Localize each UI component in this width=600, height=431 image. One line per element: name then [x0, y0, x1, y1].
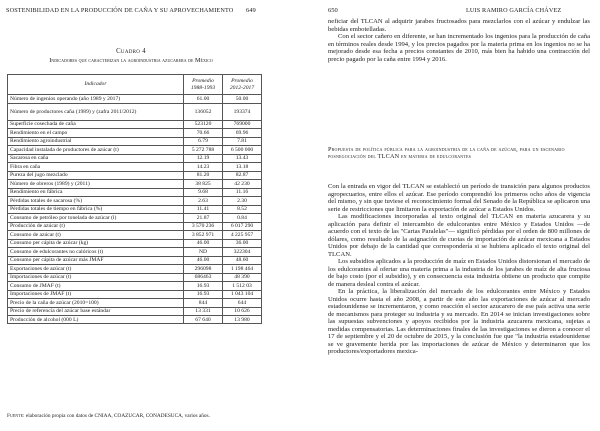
value-2012-2017-cell: 13 980 — [223, 316, 262, 324]
table-body — [8, 95, 262, 324]
value-1988-1993-cell: 12.19 — [184, 154, 223, 162]
table-row — [8, 163, 262, 171]
left-page-number: 649 — [246, 7, 256, 14]
indicator-cell: Rendimiento en fábrica — [8, 188, 184, 196]
value-2012-2017-cell: 6 500 000 — [223, 146, 262, 154]
indicator-cell: Producción de azúcar (t) — [8, 222, 184, 230]
table-title — [0, 48, 262, 65]
value-2012-2017-cell: 11.16 — [223, 188, 262, 196]
paragraph: Con la entrada en vigor del TLCAN se estableció un período de transición para algunos productos agropecuarios, entre ellos el azúcar. Ese período comprendió los primeros ocho años de vigencia del mismo, y sin que tuviese el reconocimiento formal del Senado de la República se aplicaron una serie de restricciones que limitaron la exportación de azúcar a Estados Unidos. — [328, 183, 590, 213]
value-1988-1993-cell: 9.68 — [184, 188, 223, 196]
left-running-head: SOSTENIBILIDAD EN LA PRODUCCIÓN DE CAÑA Y SU APROVECHAMIENTO — [6, 7, 234, 14]
table-row — [8, 290, 262, 298]
value-2012-2017-cell: 13.18 — [223, 163, 262, 171]
paragraph: neficiar del TLCAN al adquirir jarabes fructosados para mezclarlos con el azúcar y endulzar las bebidas embotelladas. — [328, 18, 590, 33]
table-row — [8, 299, 262, 307]
indicator-cell: Consumo de edulcorantes no calóricos (t) — [8, 248, 184, 256]
table-row — [8, 256, 262, 264]
table-row — [8, 231, 262, 239]
value-1988-1993-cell: 67 640 — [184, 316, 223, 324]
table-number: Cuadro 4 — [116, 48, 146, 55]
table-row — [8, 146, 262, 154]
value-1988-1993-cell: 2.63 — [184, 197, 223, 205]
table-header-row — [8, 75, 262, 95]
table-row — [8, 307, 262, 315]
top-text — [328, 18, 590, 63]
table-row — [8, 248, 262, 256]
value-1988-1993-cell: 296098 — [184, 265, 223, 273]
value-2012-2017-cell: 48 390 — [223, 273, 262, 281]
indicator-cell: Consumo per cápita de azúcar más JMAF — [8, 256, 184, 264]
table-row — [8, 316, 262, 324]
indicator-cell: Importaciones de JMAF (t) — [8, 290, 184, 298]
value-1988-1993-cell: 11.41 — [184, 205, 223, 213]
indicator-cell: Consumo per cápita de azúcar (kg) — [8, 239, 184, 247]
right-running-head: LUIS RAMIRO GARCÍA CHÁVEZ — [466, 7, 562, 14]
indicator-cell: Importaciones de azúcar (t) — [8, 273, 184, 281]
value-2012-2017-cell: 193374 — [223, 103, 262, 120]
value-2012-2017-cell: 322304 — [223, 248, 262, 256]
right-page — [300, 0, 600, 431]
indicator-cell: Producción de alcohol (000 L) — [8, 316, 184, 324]
value-2012-2017-cell: 69.96 — [223, 129, 262, 137]
value-1988-1993-cell: 6.79 — [184, 137, 223, 145]
value-1988-1993-cell: 686463 — [184, 273, 223, 281]
indicator-cell: Sacarosa en caña — [8, 154, 184, 162]
table-row — [8, 282, 262, 290]
value-2012-2017-cell: 6 017 290 — [223, 222, 262, 230]
table-row — [8, 265, 262, 273]
value-2012-2017-cell: 42 230 — [223, 180, 262, 188]
indicator-cell: Exportaciones de azúcar (t) — [8, 265, 184, 273]
indicator-cell: Pérdidas totales de tiempo en fábrica (%) — [8, 205, 184, 213]
value-1988-1993-cell: 46.00 — [184, 256, 223, 264]
value-1988-1993-cell: 16.93 — [184, 290, 223, 298]
value-2012-2017-cell: 1 198 464 — [223, 265, 262, 273]
table-row — [8, 171, 262, 179]
value-1988-1993-cell: 81.20 — [184, 171, 223, 179]
table-row — [8, 129, 262, 137]
indicator-cell: Rendimiento en el campo — [8, 129, 184, 137]
value-1988-1993-cell: 61.00 — [184, 95, 223, 103]
value-2012-2017-cell: 8.52 — [223, 205, 262, 213]
paragraph: Las modificaciones incorporadas al texto original del TLCAN en materia azucarera y su aplicación para definir el intercambio de edulcorantes entre México y Estados Unidos —de acuerdo con el texto de las "Cartas Paralelas"— significó pérdidas por el orden de 800 millones de dólares, como resultado de la asignación de cuotas de importación de azúcar mexicana a Estados Unidos por debajo de la cantidad que correspondería si se hubiera aplicado el texto original del TLCAN. — [328, 213, 590, 258]
value-1988-1993-cell: 3 570 236 — [184, 222, 223, 230]
source-text: elaboración propia con datos de CNIAA, COAZUCAR, CONADESUCA, varios años. — [25, 413, 210, 419]
table-caption: Indicadores que caracterizan la agroindustria azucarera de México — [49, 56, 213, 64]
table-row — [8, 103, 262, 120]
indicator-cell: Pérdidas totales de sacarosa (%) — [8, 197, 184, 205]
value-1988-1993-cell: 38 825 — [184, 180, 223, 188]
table-row — [8, 197, 262, 205]
table-row — [8, 137, 262, 145]
value-1988-1993-cell: 21.87 — [184, 214, 223, 222]
indicator-cell: Número de obreros (1989) y (2011) — [8, 180, 184, 188]
table-row — [8, 188, 262, 196]
table-row — [8, 214, 262, 222]
value-1988-1993-cell: 844 — [184, 299, 223, 307]
value-1988-1993-cell: 14.23 — [184, 163, 223, 171]
value-2012-2017-cell: 10 626 — [223, 307, 262, 315]
value-2012-2017-cell: 0.84 — [223, 214, 262, 222]
indicator-cell: Superficie cosechada de caña — [8, 120, 184, 128]
table-row — [8, 120, 262, 128]
indicator-cell: Consumo de JMAF (t) — [8, 282, 184, 290]
indicators-table — [7, 74, 262, 324]
value-2012-2017-cell: 50.00 — [223, 95, 262, 103]
value-2012-2017-cell: 2.30 — [223, 197, 262, 205]
value-2012-2017-cell: 36.00 — [223, 239, 262, 247]
value-2012-2017-cell: 4 225 957 — [223, 231, 262, 239]
indicator-cell: Número de productores caña (1989) y (zafra 2011/2012) — [8, 103, 184, 120]
value-1988-1993-cell: 46.00 — [184, 239, 223, 247]
header-period-1: Promedio 1988-1993 — [184, 75, 223, 95]
value-2012-2017-cell: 1 043 104 — [223, 290, 262, 298]
table-row — [8, 154, 262, 162]
body-text — [328, 183, 590, 356]
value-2012-2017-cell: 769000 — [223, 120, 262, 128]
section-heading: Propuesta de política pública para la agroindustria de la caña de azúcar, para un escenario posnegociación del TLCAN en materia de edulcorantes — [328, 146, 565, 161]
value-2012-2017-cell: 1 512 03 — [223, 282, 262, 290]
table-source — [7, 413, 269, 419]
table-row — [8, 205, 262, 213]
source-label: Fuente: — [7, 413, 25, 419]
table-row — [8, 273, 262, 281]
value-2012-2017-cell: 13.43 — [223, 154, 262, 162]
value-1988-1993-cell: 523120 — [184, 120, 223, 128]
indicator-cell: Número de ingenios operando (año 1989 y 2017) — [8, 95, 184, 103]
indicator-cell: Capacidad instalada de productores de azúcar (t) — [8, 146, 184, 154]
header-indicator: Indicador — [8, 75, 184, 95]
indicator-cell: Fibra en caña — [8, 163, 184, 171]
table-row — [8, 180, 262, 188]
value-2012-2017-cell: 48.60 — [223, 256, 262, 264]
value-1988-1993-cell: ND — [184, 248, 223, 256]
indicator-cell: Precio de referencia del azúcar base estándar — [8, 307, 184, 315]
value-2012-2017-cell: 644 — [223, 299, 262, 307]
value-1988-1993-cell: 5 272 788 — [184, 146, 223, 154]
paragraph: En la práctica, la liberalización del mercado de los edulcorantes entre México y Estados Unidos ocurre hasta el año 2008, a partir de este año las exportaciones de azúcar al mercado estadounidense se incrementaron, y como reacción el sector azucarero de ese país activa una serie de mecanismos para proteger su industria y su mercado. En 2014 se inician investigaciones sobre las supuestas subvenciones y apoyos recibidos por la industria azucarera mexicana, sujetas a medidas compensatorias. Las determinaciones finales de las investigaciones se dieron a conocer el 17 de septiembre y el 20 de octubre de 2015, y la conclusión fue que "la industria estadounidense se ve gravemente herida por las importaciones de azúcar de México y determinaron que los productores/exportadores mexica- — [328, 288, 590, 355]
right-page-number: 650 — [328, 7, 338, 14]
value-2012-2017-cell: 82.87 — [223, 171, 262, 179]
paragraph: Con el sector cañero en diferente, se han incrementado los ingenios para la producción de caña en términos reales desde 1994, y los precios pagados por la materia prima en los ingenios no se ha mejorado desde esa fecha a precios constantes de 2010, más bien ha habido una contracción del precio pagado por la caña entre 1994 y 2016. — [328, 33, 590, 63]
indicator-cell: Consumo de petróleo por tonelada de azúcar (l) — [8, 214, 184, 222]
table-row — [8, 222, 262, 230]
value-1988-1993-cell: 16.93 — [184, 282, 223, 290]
value-1988-1993-cell: 136052 — [184, 103, 223, 120]
indicator-cell: Rendimiento agroindustrial — [8, 137, 184, 145]
value-1988-1993-cell: 13 331 — [184, 307, 223, 315]
indicator-cell: Consumo de azúcar (t) — [8, 231, 184, 239]
value-2012-2017-cell: 7.81 — [223, 137, 262, 145]
indicator-cell: Pureza del jugo mezclado — [8, 171, 184, 179]
header-period-2: Promedio 2012-2017 — [223, 75, 262, 95]
value-1988-1993-cell: 3 852 971 — [184, 231, 223, 239]
indicator-cell: Precio de la caña de azúcar (2010=100) — [8, 299, 184, 307]
table-row — [8, 239, 262, 247]
table-row — [8, 95, 262, 103]
paragraph: Los subsidios aplicados a la producción de maíz en Estados Unidos distorsionan el mercado de los edulcorantes al ofertar una materia prima a la industria de los jarabes de maíz de alta fructosa de bajo costo (por el subsidio), y en consecuencia esta industria obtiene un producto que compite de manera desleal contra el azúcar. — [328, 258, 590, 288]
value-1988-1993-cell: 70.66 — [184, 129, 223, 137]
